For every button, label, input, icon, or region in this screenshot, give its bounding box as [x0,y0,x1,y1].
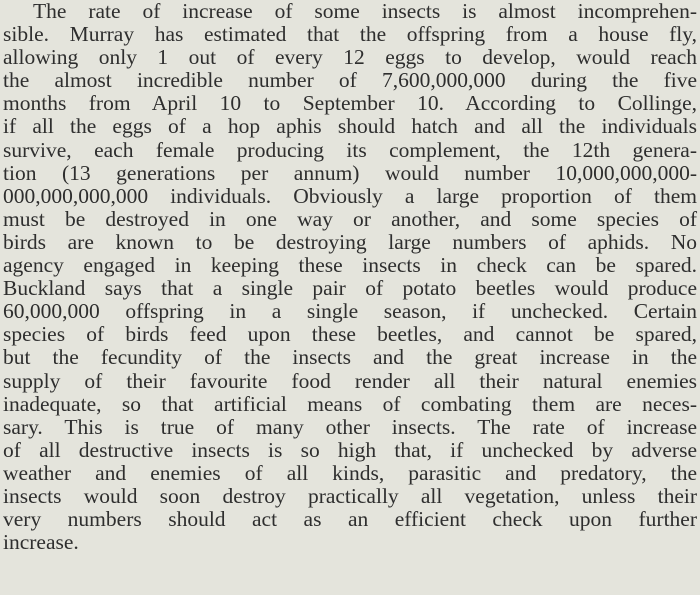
text-line: very numbers should act as an efficient check upon further [3,507,697,532]
text-line: 60,000,000 offspring in a single season, if unchecked. Certain [3,299,697,324]
text-line: agency engaged in keeping these insects in check can be spared. [3,253,697,278]
text-line: supply of their favourite food render all their natural enemies [3,368,697,393]
paragraph [3,0,697,554]
text-line: 000,000,000,000 individuals. Obviously a large proportion of them [3,183,697,208]
text-line: increase. [3,530,79,555]
text-line: months from April 10 to September 10. According to Collinge, [3,91,697,116]
text-line: The rate of increase of some insects is almost incomprehen- [33,0,697,23]
text-line: sible. Murray has estimated that the offspring from a house fly, [3,22,697,47]
text-line: Buckland says that a single pair of potato beetles would produce [3,276,697,301]
text-line: insects would soon destroy practically all vegetation, unless their [3,483,697,508]
text-line: survive, each female producing its complement, the 12th genera- [3,137,697,162]
text-line: if all the eggs of a hop aphis should hatch and all the individuals [3,114,697,139]
text-line: birds are known to be destroying large numbers of aphids. No [3,229,697,254]
text-line: weather and enemies of all kinds, parasitic and predatory, the [3,460,697,485]
text-line: must be destroyed in one way or another, and some species of [3,206,697,231]
text-line: allowing only 1 out of every 12 eggs to develop, would reach [3,45,697,70]
text-line: of all destructive insects is so high that, if unchecked by adverse [3,437,697,462]
text-line: the almost incredible number of 7,600,000,000 during the five [3,68,697,93]
text-line: tion (13 generations per annum) would number 10,000,000,000- [3,160,697,185]
text-line: species of birds feed upon these beetles, and cannot be spared, [3,322,697,347]
text-line: but the fecundity of the insects and the great increase in the [3,345,697,370]
text-line: sary. This is true of many other insects. The rate of increase [3,414,697,439]
text-line: inadequate, so that artificial means of combating them are neces- [3,391,697,416]
